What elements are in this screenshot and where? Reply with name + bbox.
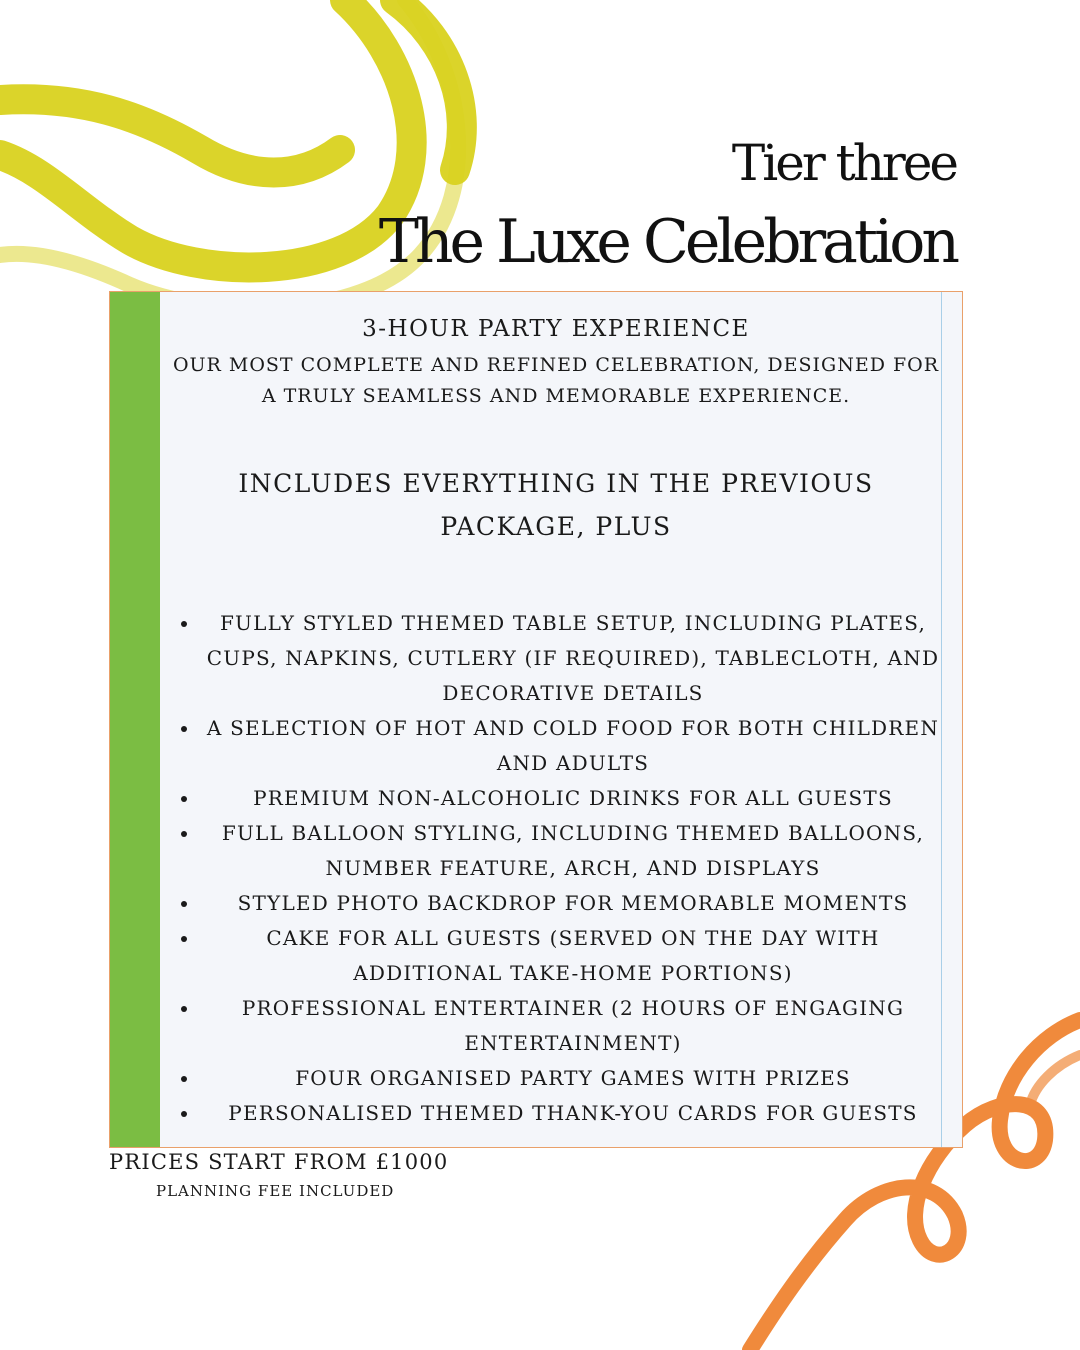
bullet-icon: [181, 796, 187, 802]
feature-item: [168, 781, 944, 816]
feature-text: FOUR ORGANISED PARTY GAMES WITH PRIZES: [295, 1066, 851, 1090]
includes-statement: INCLUDES EVERYTHING IN THE PREVIOUS PACKAGE, PLUS: [238, 469, 874, 541]
bullet-icon: [181, 901, 187, 907]
bullet-icon: [181, 1111, 187, 1117]
bullet-icon: [181, 1076, 187, 1082]
feature-text: FULL BALLOON STYLING, INCLUDING THEMED BALLOONS, NUMBER FEATURE, ARCH, AND DISPLAYS: [221, 821, 925, 880]
feature-item: [168, 1096, 944, 1131]
bullet-icon: [181, 831, 187, 837]
tier-heading: Tier three: [731, 134, 956, 192]
package-card: [109, 291, 963, 1148]
package-details: [168, 292, 944, 1131]
package-summary: OUR MOST COMPLETE AND REFINED CELEBRATION, DESIGNED FOR A TRULY SEAMLESS AND MEMORABLE EXPERIENCE.: [172, 354, 940, 407]
feature-text: PERSONALISED THEMED THANK-YOU CARDS FOR GUESTS: [228, 1101, 918, 1125]
feature-text: PROFESSIONAL ENTERTAINER (2 HOURS OF ENGAGING ENTERTAINMENT): [241, 996, 905, 1055]
duration-heading: 3-HOUR PARTY EXPERIENCE: [362, 316, 750, 342]
bullet-icon: [181, 936, 187, 942]
bullet-icon: [181, 1006, 187, 1012]
feature-item: [168, 816, 944, 886]
feature-item: [168, 606, 944, 711]
feature-item: [168, 921, 944, 991]
planning-fee-note: PLANNING FEE INCLUDED: [156, 1182, 395, 1200]
feature-text: PREMIUM NON-ALCOHOLIC DRINKS FOR ALL GUESTS: [253, 786, 893, 810]
package-title: The Luxe Celebration: [378, 207, 956, 277]
bullet-icon: [181, 621, 187, 627]
feature-item: [168, 991, 944, 1061]
feature-item: [168, 1061, 944, 1096]
feature-text: CAKE FOR ALL GUESTS (SERVED ON THE DAY WITH ADDITIONAL TAKE-HOME PORTIONS): [266, 926, 880, 985]
feature-text: STYLED PHOTO BACKDROP FOR MEMORABLE MOMENTS: [237, 891, 909, 915]
starting-price: PRICES START FROM £1000: [109, 1150, 449, 1174]
green-accent-bar: [110, 292, 160, 1147]
feature-item: [168, 711, 944, 781]
feature-list: [168, 606, 944, 1131]
bullet-icon: [181, 726, 187, 732]
feature-text: A SELECTION OF HOT AND COLD FOOD FOR BOTH CHILDREN AND ADULTS: [206, 716, 940, 775]
feature-text: FULLY STYLED THEMED TABLE SETUP, INCLUDING PLATES, CUPS, NAPKINS, CUTLERY (IF REQUIRED), TABLECLOTH, AND DECORATIVE DETAILS: [206, 611, 940, 705]
feature-item: [168, 886, 944, 921]
